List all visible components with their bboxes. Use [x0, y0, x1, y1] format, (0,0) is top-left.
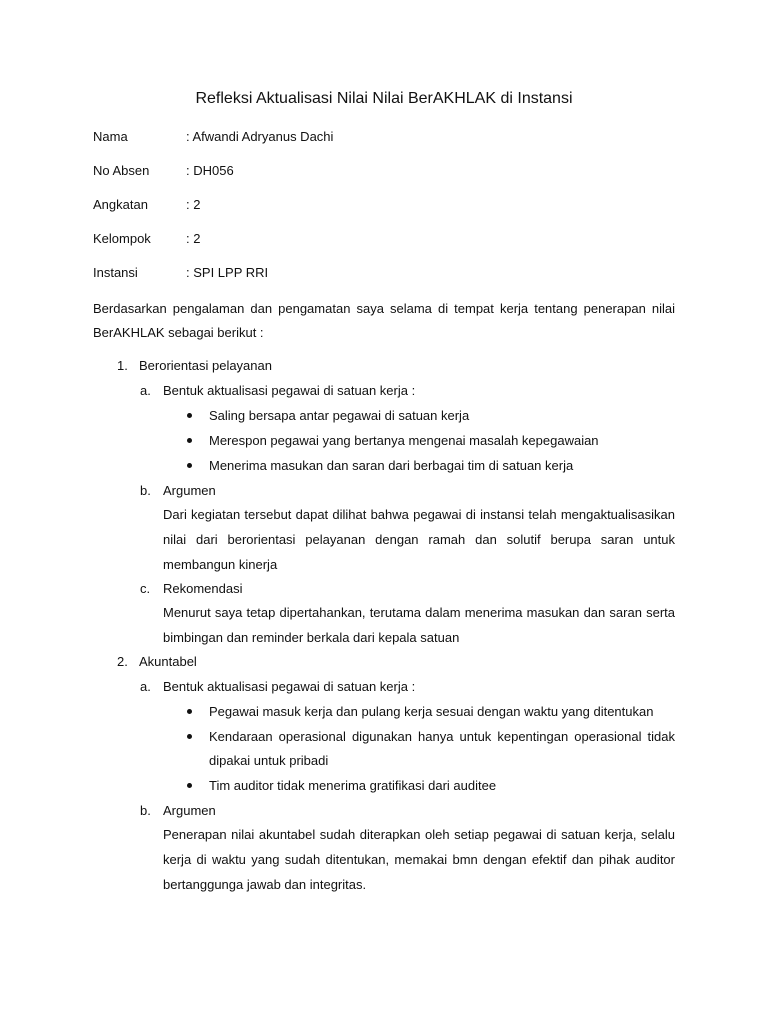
section-heading: Berorientasi pelayanan: [139, 358, 272, 373]
subitem-letter: a.: [140, 679, 151, 694]
subitem-label: Bentuk aktualisasi pegawai di satuan kerja :: [163, 383, 416, 398]
bullet-dot: [187, 709, 192, 714]
subitem-label: Bentuk aktualisasi pegawai di satuan kerja :: [163, 679, 416, 694]
identity-label: Kelompok: [93, 231, 151, 246]
subitem-label: Rekomendasi: [163, 581, 243, 596]
bullet-item: Menerima masukan dan saran dari berbagai tim di satuan kerja: [209, 458, 574, 473]
subitem-letter: b.: [140, 483, 151, 498]
bullet-item: Kendaraan operasional digunakan hanya untuk kepentingan operasional tidak dipakai untuk pribadi: [209, 729, 675, 768]
bullet-item: Tim auditor tidak menerima gratifikasi dari auditee: [209, 778, 497, 793]
argument-paragraph: Dari kegiatan tersebut dapat dilihat bahwa pegawai di instansi telah mengaktualisasikan nilai dari berorientasi pelayanan dengan ramah dan solutif berupa saran untuk membangun kinerja: [163, 507, 675, 572]
identity-label: Angkatan: [93, 197, 148, 212]
recommendation-paragraph: Menurut saya tetap dipertahankan, terutama dalam menerima masukan dan saran serta bimbingan dan reminder berkala dari kepala satuan: [163, 605, 675, 645]
bullet-item: Pegawai masuk kerja dan pulang kerja sesuai dengan waktu yang ditentukan: [209, 704, 654, 719]
section-heading: Akuntabel: [139, 654, 197, 669]
bullet-dot: [187, 783, 192, 788]
identity-value: : SPI LPP RRI: [186, 265, 269, 280]
subitem-label: Argumen: [163, 483, 216, 498]
intro-paragraph: Berdasarkan pengalaman dan pengamatan saya selama di tempat kerja tentang penerapan nilai BerAKHLAK sebagai berikut :: [93, 301, 675, 340]
bullet-item: Merespon pegawai yang bertanya mengenai masalah kepegawaian: [209, 433, 599, 448]
bullet-item: Saling bersapa antar pegawai di satuan kerja: [209, 408, 470, 423]
section-number: 1.: [117, 358, 128, 373]
subitem-letter: b.: [140, 803, 151, 818]
bullet-dot: [187, 463, 192, 468]
bullet-dot: [187, 438, 192, 443]
identity-value: : Afwandi Adryanus Dachi: [186, 129, 334, 144]
document-title: Refleksi Aktualisasi Nilai Nilai BerAKHLAK di Instansi: [195, 90, 573, 107]
identity-label: Nama: [93, 129, 128, 144]
identity-value: : 2: [186, 197, 201, 212]
subitem-letter: c.: [140, 581, 151, 596]
identity-value: : DH056: [186, 163, 234, 178]
argument-paragraph: Penerapan nilai akuntabel sudah diterapkan oleh setiap pegawai di satuan kerja, selalu kerja di waktu yang sudah ditentukan, memakai bmn dengan efektif dan pihak auditor bertanggunga jawab dan integritas.: [163, 827, 675, 892]
subitem-label: Argumen: [163, 803, 216, 818]
identity-label: Instansi: [93, 265, 138, 280]
section-number: 2.: [117, 654, 128, 669]
bullet-dot: [187, 413, 192, 418]
bullet-dot: [187, 734, 192, 739]
identity-label: No Absen: [93, 163, 150, 178]
identity-value: : 2: [186, 231, 201, 246]
subitem-letter: a.: [140, 383, 151, 398]
